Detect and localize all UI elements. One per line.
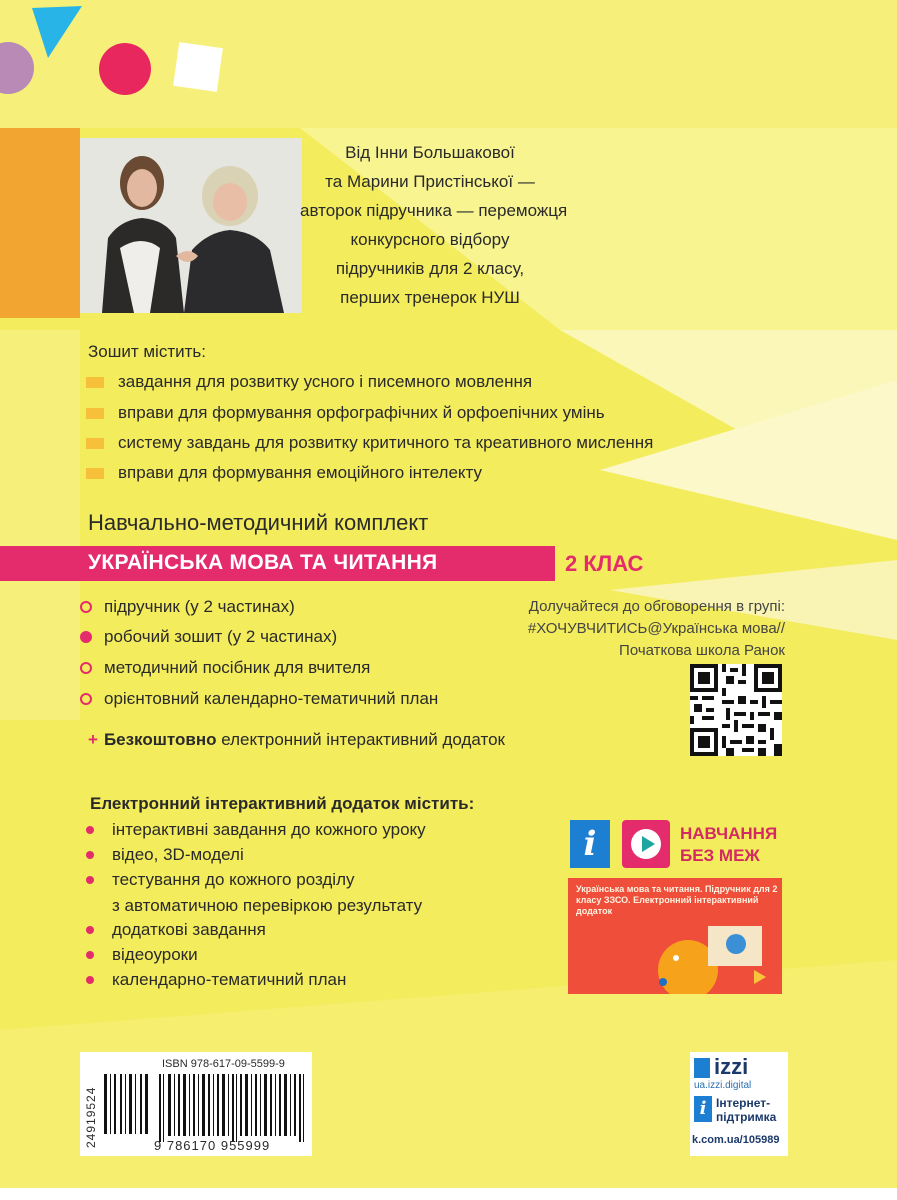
bullet-square-icon [86,408,104,419]
feature-text: систему завдань для розвитку критичного та креативного мислення [118,433,654,452]
circle-outline-icon [80,693,92,705]
barcode-number: 9 786170 955999 [154,1138,271,1153]
electronic-item-text: відеоуроки [112,945,198,964]
kit-item-text: підручник (у 2 частинах) [104,597,295,616]
promo-text: Українська мова та читання. Підручник для 2 класу ЗЗСО. Електронний інтерактивний додаток [576,884,778,916]
electronic-item-text: відео, 3D-моделі [112,845,244,864]
feature-text: завдання для розвитку усного і писемного мовлення [118,372,533,391]
brand-line-2: БЕЗ МЕЖ [680,846,760,865]
author-line: перших тренерок НУШ [340,288,520,307]
feature-text: вправи для формування орфографічних й орфоепічних умінь [118,403,605,422]
kit-item-text: орієнтовний календарно-тематичний план [104,689,439,708]
notebook-feature-item [86,372,532,392]
bullet-dot-icon [86,851,94,859]
kit-item-text: робочий зошит (у 2 частинах) [104,627,338,646]
bullet-dot-icon [86,876,94,884]
izzi-url[interactable]: ua.izzi.digital [694,1080,752,1091]
author-line: конкурсного відбору [350,230,510,249]
electronic-item [86,845,244,865]
join-group-text [440,596,785,662]
isbn-barcode [80,1052,312,1156]
info-i-icon: i [694,1096,712,1122]
plus-icon: + [88,730,98,749]
circle-outline-icon [80,662,92,674]
circle-pink [99,43,151,95]
qr-code[interactable] [690,664,782,756]
kit-item [80,658,370,678]
notebook-contains-title: Зошит містить: [88,342,206,361]
join-line: Долучайтеся до обговорення в групі: [528,598,785,615]
electronic-item [86,920,266,940]
bullet-dot-icon [86,926,94,934]
square-white [173,42,223,92]
barcode-side-number: 24919524 [84,1086,98,1148]
grade-label: 2 КЛАС [565,551,644,576]
notebook-feature-item [86,403,605,423]
free-addon-line [88,730,505,750]
isbn-label: ISBN 978-617-09-5599-9 [162,1058,285,1070]
notebook-feature-item [86,433,653,453]
feature-text: вправи для формування емоційного інтелекту [118,463,483,482]
bullet-dot-icon [86,826,94,834]
bullet-square-icon [86,377,104,388]
electronic-item-text: додаткові завдання [112,920,266,939]
circle-filled-icon [80,631,92,643]
electronic-item [86,970,346,990]
izzi-logo-icon [694,1058,710,1078]
kit-item [80,689,438,709]
app-promo-card [568,878,782,994]
brand-line-1: НАВЧАННЯ [680,824,778,843]
kit-title: Навчально-методичний комплект [88,510,429,535]
subject-banner [0,546,555,581]
electronic-item [86,820,426,840]
authors-photo [80,138,302,313]
electronic-item-text: тестування до кожного розділу [112,870,355,889]
bullet-square-icon [86,438,104,449]
brand-slogan [680,823,777,867]
kit-item-selected [80,627,337,647]
author-line: та Марини Пристінської — [325,172,535,191]
electronic-title: Електронний інтерактивний додаток містить: [90,794,475,813]
support-label: Інтернет- підтримка [716,1096,777,1124]
author-line: Від Інни Большакової [345,143,515,162]
notebook-feature-item [86,463,482,483]
play-logo-icon [622,820,670,868]
author-line: підручників для 2 класу, [335,259,525,278]
author-line: авторок підручника — переможця [300,201,568,220]
subject-name: УКРАЇНСЬКА МОВА ТА ЧИТАННЯ [88,551,438,574]
izzi-support-block[interactable] [690,1052,788,1156]
bullet-dot-icon [86,951,94,959]
bullet-dot-icon [86,976,94,984]
bullet-square-icon [86,468,104,479]
join-line: #ХОЧУВЧИТИСЬ@Українська мова// [527,620,785,637]
electronic-item [86,870,355,890]
izzi-logo-text: izzi [714,1054,749,1079]
kit-item [80,597,295,617]
kit-item-text: методичний посібник для вчителя [104,658,371,677]
join-line: Початкова школа Ранок [619,642,785,659]
support-link[interactable]: k.com.ua/105989 [692,1134,780,1146]
author-description [300,138,568,312]
electronic-item-text: інтерактивні завдання до кожного уроку [112,820,426,839]
free-text: електронний інтерактивний додаток [216,730,505,749]
info-i-icon: i [570,820,610,868]
circle-outline-icon [80,601,92,613]
electronic-item-continuation: з автоматичною перевіркою результату [112,896,423,915]
free-label: Безкоштовно [103,730,217,749]
electronic-item [86,945,198,965]
electronic-item-text: календарно-тематичний план [112,970,347,989]
